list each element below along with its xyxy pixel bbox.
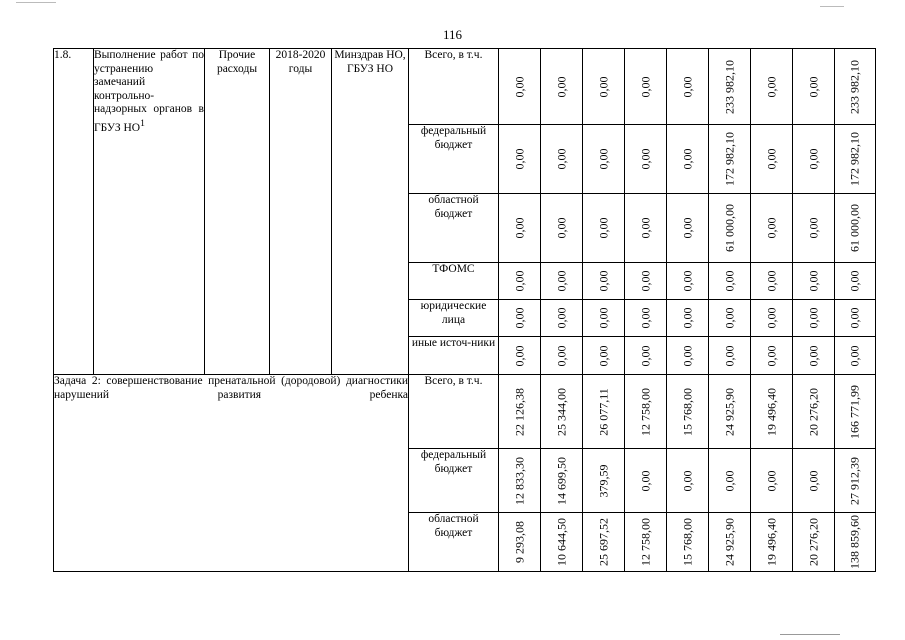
- value-cell: [625, 337, 667, 375]
- value-cell: [793, 449, 835, 513]
- value-cell: [793, 263, 835, 300]
- value-text: 233 982,10: [721, 59, 736, 114]
- value-cell: [625, 125, 667, 194]
- value-cell: [499, 194, 541, 263]
- value-text: 10 644,50: [553, 518, 568, 566]
- source-cell: юридические лица: [409, 300, 499, 337]
- value-text: 172 982,10: [721, 132, 736, 186]
- source-cell: федеральный бюджет: [409, 125, 499, 194]
- value-text: 0,00: [763, 345, 778, 366]
- value-text: 379,59: [595, 464, 610, 497]
- value-text: 15 768,00: [679, 387, 694, 436]
- value-cell: [835, 194, 876, 263]
- value-text: 22 126,38: [511, 387, 526, 436]
- value-text: 0,00: [595, 217, 610, 239]
- value-text: 166 771,99: [847, 384, 862, 439]
- value-text: 0,00: [679, 345, 694, 366]
- value-cell: [751, 263, 793, 300]
- value-cell: [667, 449, 709, 513]
- value-text: 0,00: [721, 270, 736, 292]
- scan-mark: [820, 6, 844, 7]
- value-cell: [835, 125, 876, 194]
- value-text: 0,00: [637, 470, 652, 491]
- value-text: 0,00: [511, 307, 526, 329]
- value-cell: [667, 194, 709, 263]
- value-text: 0,00: [553, 345, 568, 366]
- value-cell: [751, 449, 793, 513]
- value-text: 61 000,00: [847, 204, 862, 252]
- source-cell: областной бюджет: [409, 194, 499, 263]
- value-cell: [667, 375, 709, 449]
- table-row: [54, 49, 876, 125]
- value-cell: [751, 49, 793, 125]
- page-number: 116: [442, 27, 463, 42]
- value-text: 0,00: [721, 345, 736, 366]
- value-cell: [667, 263, 709, 300]
- value-cell: [793, 375, 835, 449]
- value-text: 0,00: [763, 270, 778, 292]
- value-cell: [499, 125, 541, 194]
- value-text: 0,00: [595, 270, 610, 292]
- value-cell: [667, 513, 709, 572]
- value-text: 0,00: [637, 270, 652, 292]
- value-cell: [583, 449, 625, 513]
- value-text: 0,00: [763, 76, 778, 97]
- value-text: 15 768,00: [679, 518, 694, 566]
- value-text: 0,00: [721, 307, 736, 329]
- value-cell: [583, 337, 625, 375]
- source-cell: Всего, в т.ч.: [409, 375, 499, 449]
- value-cell: [793, 513, 835, 572]
- value-cell: [583, 300, 625, 337]
- value-cell: [751, 375, 793, 449]
- value-cell: [709, 194, 751, 263]
- source-cell: областной бюджет: [409, 513, 499, 572]
- value-cell: [541, 300, 583, 337]
- activity-name-cell: [94, 49, 205, 375]
- value-text: 0,00: [805, 148, 820, 170]
- value-cell: [583, 194, 625, 263]
- value-cell: [751, 125, 793, 194]
- value-text: 0,00: [679, 148, 694, 170]
- value-cell: [625, 375, 667, 449]
- value-cell: [835, 337, 876, 375]
- source-cell: Всего, в т.ч.: [409, 49, 499, 125]
- value-text: 12 833,30: [511, 456, 526, 505]
- value-cell: [793, 194, 835, 263]
- value-cell: [583, 125, 625, 194]
- value-text: 0,00: [595, 307, 610, 329]
- value-cell: [835, 263, 876, 300]
- value-text: 0,00: [805, 270, 820, 292]
- value-cell: [625, 513, 667, 572]
- value-cell: [625, 300, 667, 337]
- value-text: 0,00: [805, 345, 820, 366]
- value-text: 0,00: [637, 148, 652, 170]
- value-text: 172 982,10: [847, 132, 862, 186]
- footnote-mark: 1: [140, 117, 145, 129]
- value-text: 0,00: [805, 76, 820, 97]
- value-text: 0,00: [679, 270, 694, 292]
- value-cell: [499, 49, 541, 125]
- task-title: Задача 2: совершенствование пренатальной (дородовой) диагностики нарушений развития ребенка: [54, 375, 409, 572]
- activity-name: Выполнение работ по устранению замечаний контрольно-надзорных органов в ГБУЗ НО: [94, 49, 204, 134]
- period: 2018-2020 годы: [270, 49, 332, 375]
- value-text: 0,00: [763, 217, 778, 239]
- value-cell: [541, 263, 583, 300]
- value-cell: [541, 513, 583, 572]
- value-cell: [499, 300, 541, 337]
- source-cell: федеральный бюджет: [409, 449, 499, 513]
- value-text: 0,00: [805, 217, 820, 239]
- value-text: 0,00: [511, 217, 526, 239]
- budget-table: [53, 48, 876, 572]
- value-cell: [793, 300, 835, 337]
- value-text: 0,00: [595, 76, 610, 97]
- value-cell: [541, 375, 583, 449]
- value-cell: [793, 337, 835, 375]
- value-text: 0,00: [679, 76, 694, 97]
- value-text: 0,00: [553, 76, 568, 97]
- value-cell: [751, 194, 793, 263]
- value-cell: [625, 194, 667, 263]
- value-text: 0,00: [553, 307, 568, 329]
- value-cell: [667, 125, 709, 194]
- value-cell: [541, 194, 583, 263]
- source-cell: ТФОМС: [409, 263, 499, 300]
- value-cell: [709, 337, 751, 375]
- value-text: 12 758,00: [637, 518, 652, 566]
- value-text: 0,00: [595, 148, 610, 170]
- value-text: 0,00: [763, 470, 778, 491]
- value-text: 9 293,08: [511, 521, 526, 563]
- value-cell: [709, 513, 751, 572]
- value-text: 0,00: [511, 148, 526, 170]
- value-text: 0,00: [763, 307, 778, 329]
- value-text: 0,00: [679, 217, 694, 239]
- value-text: 0,00: [847, 345, 862, 366]
- expense-type: Прочие расходы: [205, 49, 270, 375]
- value-cell: [751, 513, 793, 572]
- value-text: 24 925,90: [721, 387, 736, 436]
- value-cell: [499, 375, 541, 449]
- value-text: 0,00: [847, 307, 862, 329]
- value-text: 25 697,52: [595, 518, 610, 566]
- value-cell: [583, 49, 625, 125]
- value-cell: [583, 375, 625, 449]
- value-cell: [667, 49, 709, 125]
- value-cell: [835, 49, 876, 125]
- value-cell: [709, 125, 751, 194]
- value-cell: [541, 125, 583, 194]
- value-text: 0,00: [721, 470, 736, 491]
- value-cell: [835, 375, 876, 449]
- value-text: 19 496,40: [763, 518, 778, 566]
- scan-mark: [780, 634, 840, 635]
- value-text: 20 276,20: [805, 518, 820, 566]
- value-cell: [793, 125, 835, 194]
- value-cell: [625, 449, 667, 513]
- value-cell: [541, 449, 583, 513]
- value-cell: [667, 300, 709, 337]
- value-cell: [541, 49, 583, 125]
- value-text: 0,00: [847, 270, 862, 292]
- value-cell: [709, 375, 751, 449]
- source-cell: иные источ-ники: [409, 337, 499, 375]
- value-cell: [625, 49, 667, 125]
- value-text: 0,00: [553, 217, 568, 239]
- value-text: 0,00: [805, 307, 820, 329]
- value-text: 0,00: [679, 470, 694, 491]
- value-text: 0,00: [679, 307, 694, 329]
- value-cell: [667, 337, 709, 375]
- value-cell: [751, 300, 793, 337]
- value-text: 138 859,60: [847, 515, 862, 569]
- value-cell: [751, 337, 793, 375]
- value-cell: [499, 263, 541, 300]
- value-text: 0,00: [511, 76, 526, 97]
- value-text: 0,00: [511, 345, 526, 366]
- value-cell: [793, 49, 835, 125]
- value-text: 0,00: [511, 270, 526, 292]
- value-text: 61 000,00: [721, 204, 736, 252]
- value-text: 0,00: [763, 148, 778, 170]
- value-text: 19 496,40: [763, 387, 778, 436]
- activity-number: 1.8.: [54, 49, 94, 375]
- value-cell: [709, 449, 751, 513]
- value-text: 27 912,39: [847, 456, 862, 505]
- scan-mark: [16, 2, 56, 3]
- value-cell: [625, 263, 667, 300]
- table-row: [54, 375, 876, 449]
- value-text: 0,00: [637, 76, 652, 97]
- value-cell: [835, 513, 876, 572]
- value-text: 0,00: [553, 148, 568, 170]
- value-text: 233 982,10: [847, 59, 862, 114]
- value-text: 24 925,90: [721, 518, 736, 566]
- value-text: 0,00: [637, 307, 652, 329]
- value-cell: [835, 300, 876, 337]
- executor: Минздрав НО, ГБУЗ НО: [332, 49, 409, 375]
- value-text: 20 276,20: [805, 387, 820, 436]
- value-text: 0,00: [805, 470, 820, 491]
- value-text: 0,00: [553, 270, 568, 292]
- value-cell: [499, 513, 541, 572]
- value-text: 0,00: [637, 217, 652, 239]
- value-text: 0,00: [595, 345, 610, 366]
- value-text: 0,00: [637, 345, 652, 366]
- value-cell: [709, 49, 751, 125]
- value-cell: [709, 300, 751, 337]
- value-text: 25 344,00: [553, 387, 568, 436]
- value-cell: [499, 449, 541, 513]
- value-cell: [835, 449, 876, 513]
- value-cell: [583, 513, 625, 572]
- value-text: 12 758,00: [637, 387, 652, 436]
- value-cell: [499, 337, 541, 375]
- value-cell: [541, 337, 583, 375]
- value-cell: [583, 263, 625, 300]
- value-cell: [709, 263, 751, 300]
- value-text: 14 699,50: [553, 456, 568, 505]
- value-text: 26 077,11: [595, 387, 610, 436]
